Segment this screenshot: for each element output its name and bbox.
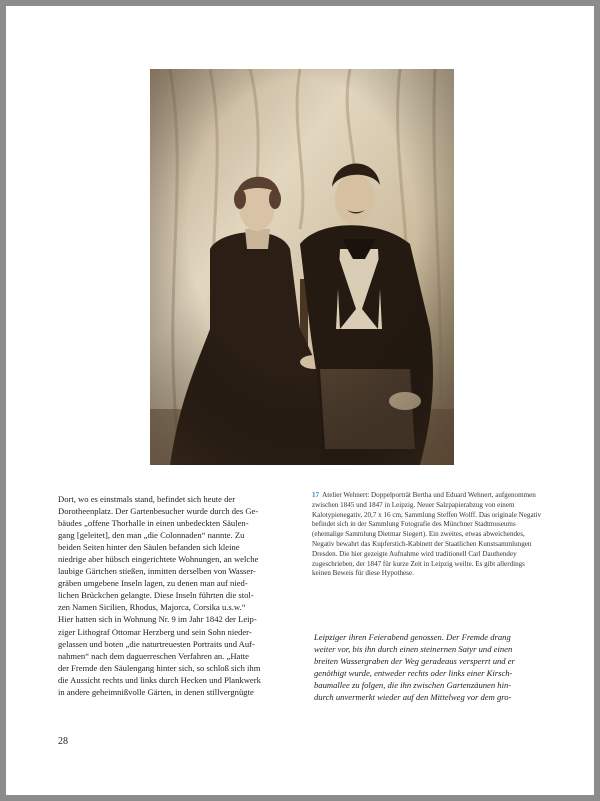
caption-number: 17 (312, 491, 320, 499)
body-line: Hier hatten sich in Wohnung Nr. 9 im Jahr 1842 der Leip- (58, 614, 257, 625)
body-line: gräben umgebene Inseln lagen, zu denen man auf nied- (58, 578, 248, 589)
body-text-right-column (314, 631, 544, 703)
body-line: Dort, wo es einstmals stand, befindet sich heute der (58, 494, 236, 504)
caption-text: Atelier Wehnert: Doppelporträt Bertha und Eduard Wehnert, aufgenommen zwischen 1845 und 1847 in Leipzig. Neuer Salzpapierabzug von einem Kalotypienegativ, 20,7 x 16 cm, Sammlung Steffen Wolff. Das originale Negativ befindet sich in der Sammlung Fotografie des Münchner Stadtmuseums (ehemalige Sammlung Dietmar Siegert). Ein zweites, etwas abweichendes, Negativ bewahrt das Kupferstich-Kabinett der Staatlichen Kunstsammlungen Dresden. Die hier gezeigte Aufnahme wird traditionell Carl Dauthendey zugeschrieben, der 1847 für kurze Zeit in Leipzig weilte. Es gibt allerdings keinen Beweis für diese Hypothese. (312, 491, 542, 578)
body-line: nahmen“ nach dem daguerreschen Verfahren an. „Hatte (58, 650, 249, 661)
figure-caption (312, 491, 544, 579)
body-line: der Fremde den Säulengang hinter sich, so schloß sich ihm (58, 662, 261, 673)
body-line: ziger Lithograf Ottomar Herzberg und sein Sohn nieder- (58, 626, 252, 637)
body-line: beiden Seiten hinter den Säulen befanden sich kleine (58, 542, 240, 553)
body-line: niedrige aber hübsch eingerichtete Wohnungen, an welche (58, 554, 259, 565)
body-line: baumallee zu folgen, die ihn zwischen Gartenzäunen hin- (314, 680, 512, 691)
body-line: die Aussicht rechts und links durch Hecken und Plankwerk (58, 674, 261, 685)
body-line: zen Namen Sicilien, Rhodus, Majorca, Corsika u.s.w.“ (58, 602, 246, 613)
body-line: Leipziger ihren Feierabend genossen. Der Fremde drang (314, 632, 511, 642)
photo-illustration (150, 69, 454, 465)
body-line: genöthigt wurde, entweder rechts oder links einer Kirsch- (314, 668, 513, 679)
body-line: weiter vor, bis ihn durch einen steinernen Satyr und einen (314, 644, 513, 655)
body-line: bäudes „offene Thorhalle in einen unbedeckten Säulen- (58, 518, 249, 529)
body-line: durch unvermerkt wieder auf den Mittelweg vor dem gro- (314, 692, 512, 703)
body-line: lichen Brückchen gelangte. Diese Inseln führten die stol- (58, 590, 254, 601)
body-line: in andere geheimnißvolle Gärten, in denen stillvergnügte (58, 686, 254, 697)
portrait-photograph (150, 69, 454, 465)
body-text-left-column (58, 493, 298, 698)
body-line: gelassen und boten „die naturtreuesten Portraits und Auf- (58, 638, 255, 649)
page-number: 28 (58, 736, 68, 747)
body-line: breiten Wassergraben der Weg geradeaus versperrt und er (314, 656, 515, 667)
body-line: laubige Gärtchen stießen, inmitten derselben von Wasser- (58, 566, 256, 577)
book-page (6, 6, 594, 795)
body-line: Dorotheenplatz. Der Gartenbesucher wurde durch des Ge- (58, 506, 259, 517)
body-line: gang [geleitet], den man „die Colonnaden“ nannte. Zu (58, 530, 245, 541)
